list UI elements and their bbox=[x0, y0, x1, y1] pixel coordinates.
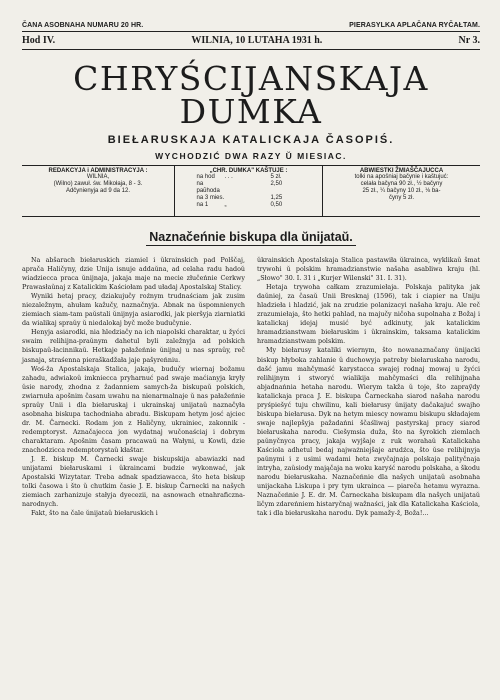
newspaper-page bbox=[22, 22, 480, 518]
place-date: WILNIA, 10 LUTAHA 1931 h. bbox=[191, 35, 323, 46]
price-dots bbox=[225, 195, 271, 202]
article-paragraph: Henyja asiarodki, nia hledziačy na ich niapolski charaktar, u žyćci swaim relihijna-praŭnym dahetul byli zaležnyja ad polskich biskupaŭ-łacinnikaŭ. Hetkaje pałažeńnie ŭnijnaj u nas spraŭy, reč jasnaja, straśenna pieraškadžała jaje pašyreńniu. bbox=[22, 329, 245, 364]
article-paragraph: Na abšarach biełaruskich ziamiel i ŭkrainskich pad Polščaj, apračа Haličyny, dzie Unija isnuje addaŭna, ad celaha radu hadoŭ wiadziecca praca ŭnijnaja, jakaja maje na mecie złučeńnie Cerkwy Prawasłaŭnaj z Katalickim Kaściołam pad uładaj Apostalskaj Stalicy. bbox=[22, 257, 245, 292]
article-paragraph: My biełarusy kataliki wiernym, što nowanaznačany ŭnijacki biskup hłyboka zahlanie ŭ duchowyja patreby biełaruskaha narodu, dašć jamu mahčymaść karystacca swajej rodnaj mowaj u žyćci relihijnym i stworyć wialikija mahčymaści dla relihijnaha abjadnańnia hetaha narodu. Wierym takža ŭ toje, što zaprаўdy katalickaja praca J. E. biskupa Čarneckaha siarod našaha narodu pryśpiešyć tuju chwilinu, kali biełarusy ŭnijaty dačakajuć swajho biskupa biełarusa. Dyk na hetym miescy nowamu biskupu składajem swaje najlepšyja pažadańni ščaśliwaj pastyrskaj pracy siarod biełaruskaha narodu. Ciešymsia duža, što na šyrokich ziemlach paŭnyčnyca pracy, jakaja wyjšaje z ruk worahaŭ Katalickaha Kaściola adhetul bedaj najważniejšaje arudźca, što ŭse relihijnyja paŭnymi i z usimi wadami heta zwyčajnaja polskaja palityčnaja intryha, zaŭsiody mająčaja na woku karyść narodu polskaha, a škodu narodu biełaruskaha. Naznačeńnie dla našych unijataŭ asobnaha unijackaha Liskupa i pry tym ukrainca — piareča hetamu wyrazna. Naznačeńnie J. E. dr. M. Čarneckaha biskupam dla našych unijataŭ ličym zdareńniem histaryčnaj wažnaści, jak dla Katalickaha Kaściola, tak i dla biełaruskaha narodu. Dyk pamažy-ž, Božа!... bbox=[257, 347, 480, 518]
masthead-subtitle: BIEŁARUSKAJA KATALICKAJA ČASOPIŚ. bbox=[107, 134, 395, 146]
article-column-right bbox=[257, 256, 480, 518]
adverts-line: tolki na apošniaj bačynie i kaštujuć: bbox=[354, 174, 449, 180]
price-value: 5 zł. bbox=[270, 174, 282, 180]
price-dots bbox=[225, 181, 271, 195]
editorial-heading: REDAKCYJA i ADMINISTRACYJA : bbox=[48, 168, 148, 174]
prices-heading: „CHR. DUMKA" KAŠTUJE : bbox=[209, 168, 288, 174]
masthead-title-line2: DUMKA bbox=[179, 92, 323, 131]
price-note: ČANA ASOBNAHA NUMARU 20 HR. bbox=[22, 22, 144, 29]
prices-table bbox=[178, 174, 319, 209]
article-paragraph: ŭkrainskich Apostalskaja Stalica pastawiła ŭkrainca, wyklikaŭ šmat trywohi ŭ polskim hramadzianstwie našaha asabliwa kraju (hl. „Słowo" 30. I. 31 i „Kurjer Wilenski" 31. I. 31). bbox=[257, 257, 480, 283]
adverts-line: 25 zł., ¼ bačyny 10 zł., ⅛ ba- bbox=[362, 188, 441, 194]
editorial-line: Adčynienyja ad 9 da 12. bbox=[65, 188, 131, 194]
price-term: na paŭhoda bbox=[196, 181, 220, 194]
article-paragraph: Hetaja trywoha całkam zrazumiełaja. Polskaja palityka jak daŭniej, za časaŭ Unii Bresknaj (1596), tak i ciapier na Uniju hladzieła i hladzić, jak na zrudzie polanizacyi našaha kraju. Ale reč zrazumiełaja, što hetki pahlad, na majučy ničoha supolnaha z Božaj i katalickaj idejaj musić być adkinuty, jak katalickim hramadzianstwam biełaruskim i ŭkrainskim, tаksama katalickim hramadzianstwam polskim. bbox=[257, 284, 480, 346]
publication-frequency: WYCHODZIĆ DWA RAZY Ŭ MIESIAC. bbox=[155, 151, 347, 161]
info-box bbox=[22, 165, 480, 217]
editorial-line: (Wilno) zawuł. św. Mikołaja, 8 - 3. bbox=[53, 181, 143, 187]
price-dots: . . . bbox=[224, 174, 233, 180]
editorial-line: WILNIA, bbox=[86, 174, 110, 180]
divider bbox=[22, 49, 480, 50]
price-value: 1,25 bbox=[270, 195, 283, 201]
issue-number: Nr 3. bbox=[458, 35, 480, 46]
subscription-prices-box bbox=[174, 166, 322, 216]
article-body bbox=[22, 256, 480, 518]
price-term: na hod bbox=[196, 174, 215, 180]
postage-note: PIERASYLKA APLAČANA RYČAŁTAM. bbox=[349, 22, 480, 29]
price-term: na 3 mies. bbox=[196, 195, 225, 201]
advertisements-box bbox=[322, 166, 480, 216]
issue-line bbox=[22, 34, 480, 47]
price-value: 0,50 bbox=[270, 202, 283, 208]
adverts-heading: ABWIESTKI ŽMIAŠČAJUCCA bbox=[359, 168, 444, 174]
top-notices bbox=[22, 22, 480, 29]
volume: Hod IV. bbox=[22, 35, 56, 46]
title-underline bbox=[146, 245, 356, 246]
article-title: Naznačeńnie biskupa dla ŭnijataŭ. bbox=[149, 230, 353, 244]
editorial-office-box bbox=[22, 166, 174, 216]
masthead-title-line1: CHRYŚCIJANSKAJA bbox=[73, 59, 429, 98]
masthead bbox=[22, 59, 480, 131]
price-term: na 1 bbox=[196, 202, 209, 208]
divider bbox=[22, 31, 480, 32]
adverts-line: celała bačyna 90 zł., ½ bačyny bbox=[360, 181, 443, 187]
article-column-left bbox=[22, 256, 245, 518]
article-paragraph: J. E. biskup M. Čarnecki swaje biskupskija abawiazki nad unijatami biełaruskami i ŭkrainсami budzie wykonwać, jak Apostalski Wizytatar. Trebа adnak spadziawacca, što heta biskup tolki časowa i što ŭ chutkim časie J. E. biskup Čarnecki na našych ziemiach zarhanizuje stałyja dyecezii, na asnowach etnahraficzna-narodnych. bbox=[22, 456, 245, 509]
article-paragraph: Fakt, što na čale ŭnijataŭ biełaruskich i bbox=[31, 510, 158, 518]
price-value: 2,50 bbox=[270, 181, 283, 187]
article-paragraph: Woś-ža Apostalskaja Stalica, jakaja, budučy wiernaj božamu zahadu, adwiakoŭ imknieccа pryharnuć pad swaje mаćiаnyja kryły ŭsie narody, zhodna z žadanniem samych-ža biskupaŭ polskich, zwiarnuła apošnim časam uwahu na nienarmalnaje ŭ nas pałažeńnie spraŭy Unii i dla biełaruskaj i ukrainskaj unijatаŭ naznačyła asobnaha biskupa tachodniaha abradu. Biskupam hetym josć ajciec dr. M. Čarnecki. Rodam jon z Haličyny, ukrainiec, zakonnik - redemptoryst. Aznačajecca jon wydatnaj wučonaściaj i dobrym charaktaram. Apošnim časam pracawaŭ na Wałyni, u Kowli, dzie znachodziсса redemptorystaŭ kłaštar. bbox=[22, 365, 245, 454]
article-paragraph: Wyniki hetaj pracy, dziakujučy roźnym trudnaściam jak zusim niezaležnym, ahułam kažučy, naznačnyja. Abnak na ŭspomnienych ziemiach siam-tam paŭstali ŭnijnyja asiarodki, jak pieršyja ziarniatki da wialikaj spraŭy ŭ niedalokaj byč može budučynie. bbox=[22, 293, 245, 328]
price-dots: „ bbox=[224, 202, 227, 208]
adverts-line: čyny 5 zł. bbox=[388, 195, 414, 201]
